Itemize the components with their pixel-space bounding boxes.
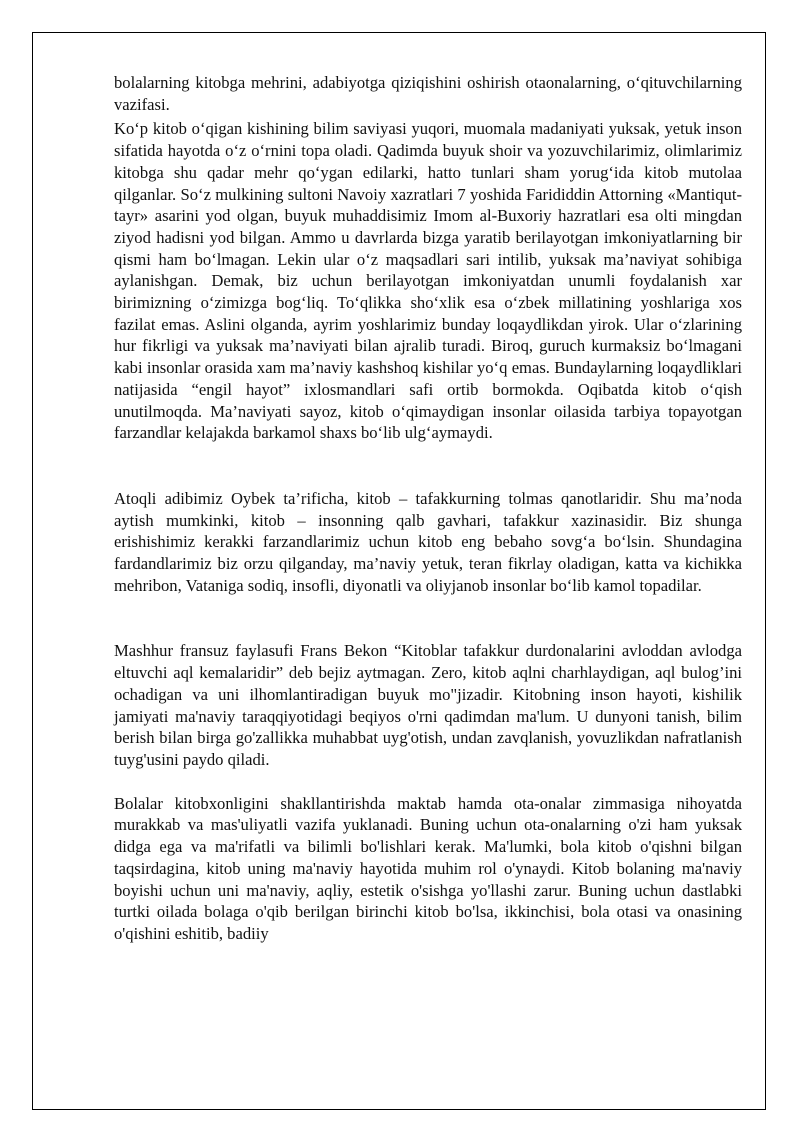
document-body bbox=[114, 72, 742, 945]
paragraph-3: Atoqli adibimiz Oybek ta’rificha, kitob – tafakkurning tolmas qanotlaridir. Shu ma’noda aytish mumkinki, kitob – insonning qalb gavhari, tafakkur xazinasidir. Biz shunga erishishimiz kerakki farzandlarimiz uchun kitob eng bebaho sovg‘a bo‘lsin. Shundagina fardandlarimiz biz orzu qilganday, ma’naviy yetuk, teran fikrlay oladigan, katta va kichikka mehribon, Vataniga sodiq, insofli, diyonatli va oliyjanob insonlar bo‘lib kamol topadilar. bbox=[114, 488, 742, 595]
paragraph-2: Ko‘p kitob o‘qigan kishining bilim saviyasi yuqori, muomala madaniyati yuksak, yetuk inson sifatida hayotda o‘z o‘rnini topa oladi. Qadimda buyuk shoir va yozuvchilarimiz, olimlarimiz kitobga shu qadar mehr qo‘ygan edilarki, hatto tunlari sham yorug‘ida kitob mutolaa qilganlar. So‘z mulkining sultoni Navoiy xazratlari 7 yoshida Farididdin Attorning «Mantiqut-tayr» asarini yod olgan, buyuk muhaddisimiz Imom al-Buxoriy hazratlari esa olti mingdan ziyod hadisni yod bilgan. Ammo u davrlarda bizga yaratib berilayotgan imkoniyatlarning bir qismi ham bo‘lmagan. Lekin ular o‘z maqsadlari sari intilib, yuksak ma’naviyat sohibiga aylanishgan. Demak, biz uchun berilayotgan imkoniyatdan unumli foydalanish xar birimizning o‘zimizga bog‘liq. To‘qlikka sho‘xlik esa o‘zbek millatining yoshlariga xos fazilat emas. Aslini olganda, ayrim yoshlarimiz bunday loqaydlikdan yirok. Ular o‘zlarining hur fikrligi va yuksak ma’naviyati bilan ajralib turadi. Biroq, guruch kurmaksiz bo‘lmagani kabi insonlar orasida xam ma’naviy kashshoq kishilar yo‘q emas. Bundaylarning loqaydliklari natijasida “engil hayot” ixlosmandlari safi ortib bormokda. Oqibatda kitob o‘qish unutilmoqda. Ma’naviyati sayoz, kitob o‘qimaydigan insonlar oilasida tarbiya topayotgan farzandlar kelajakda barkamol shaxs bo‘lib ulg‘aymaydi. bbox=[114, 119, 742, 443]
paragraph-4: Mashhur fransuz faylasufi Frans Bekon “Kitoblar tafakkur durdonalarini avloddan avlodga eltuvchi aql kemalaridir” deb bejiz aytmagan. Zero, kitob aqlni charhlaydigan, aql bulog’ini ochadigan va uni ilhomlantiradigan buyuk mo"jizadir. Kitobning inson hayoti, kishilik jamiyati ma'naviy taraqqiyotidagi beqiyos o'rni qadimdan ma'lum. U dunyoni tanish, bilim berish bilan birga go'zallikka muhabbat uyg'otish, undan zavqlanish, yovuzlikdan nafratlanish tuyg'usini paydo qiladi. bbox=[114, 641, 742, 769]
paragraph-1: bolalarning kitobga mehrini, adabiyotga qiziqishini oshirish otaonalarning, o‘qituvchilarning vazifasi. bbox=[114, 73, 742, 114]
paragraph-5: Bolalar kitobxonligini shakllantirishda maktab hamda ota-onalar zimmasiga nihoyatda murakkab va mas'uliyatli vazifa yuklanadi. Buning uchun ota-onalarning o'zi ham yuksak didga ega va ma'rifatli va bilimli bo'lishlari kerak. Ma'lumki, bola kitob o'qishni bilgan taqsirdagina, kitob uning ma'naviy hayotida muhim rol o'ynaydi. Kitob bolaning ma'naviy boyishi uchun uni ma'naviy, aqliy, estetik o'sishga yo'llashi zarur. Buning uchun dastlabki turtki oilada bolaga o'qib berilgan birinchi kitob bo'lsa, ikkinchisi, bola otasi va onasining o'qishini eshitib, badiiy bbox=[114, 793, 742, 943]
